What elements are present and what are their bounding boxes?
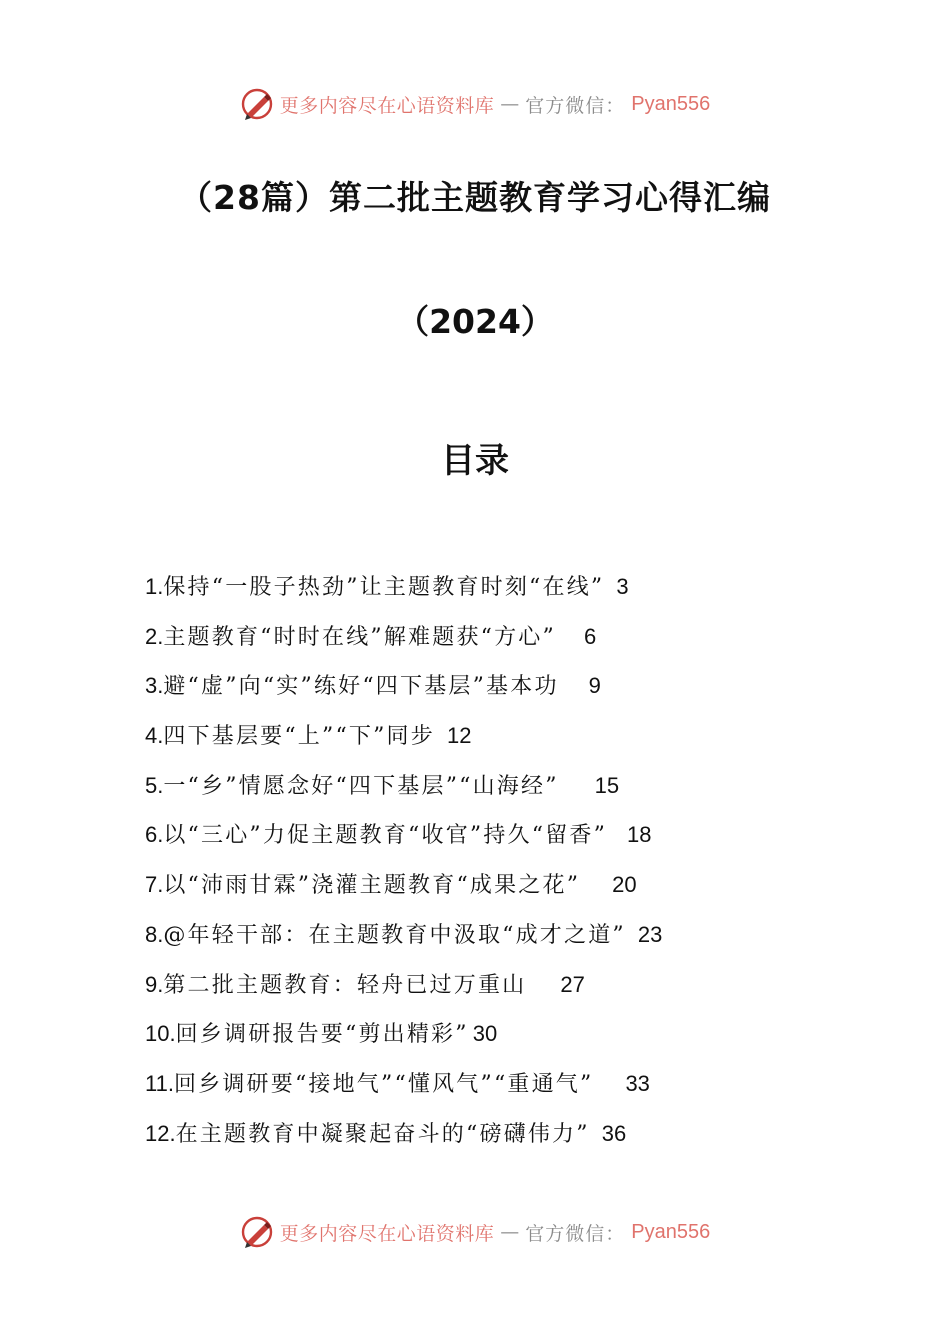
toc-item-page: 9: [588, 673, 601, 699]
pen-logo-icon: [240, 1215, 274, 1249]
toc-item-page: 18: [627, 822, 652, 848]
toc-item-title: 以“沛雨甘霖”浇灌主题教育“成果之花”: [163, 873, 581, 899]
toc-item[interactable]: [145, 567, 845, 617]
watermark-dash: —: [500, 1221, 520, 1243]
toc-item-title: 一“乡”情愿念好“四下基层”“山海经”: [163, 773, 559, 799]
watermark-banner-bottom: [0, 1212, 950, 1252]
toc-item-number: 11.: [145, 1070, 174, 1096]
toc-item-title: 在主题教育中凝聚起奋斗的“磅礴伟力”: [175, 1121, 590, 1147]
toc-item-title: 四下基层要“上”“下”同步: [163, 724, 435, 750]
table-of-contents: [145, 567, 845, 1163]
document-subtitle: （2024）: [396, 302, 554, 341]
toc-item-title: @年轻干部：在主题教育中汲取“成才之道”: [163, 922, 626, 948]
toc-item-number: 4.: [145, 723, 164, 749]
toc-item[interactable]: [145, 766, 845, 816]
toc-item-number: 3.: [145, 673, 164, 699]
toc-item-number: 2.: [145, 623, 164, 649]
toc-item-number: 1.: [145, 574, 164, 599]
toc-item-number: 10.: [145, 1021, 176, 1047]
watermark-wechat-label: 官方微信：: [525, 94, 626, 117]
toc-item-title: 第二批主题教育：轻舟已过万重山: [163, 972, 527, 998]
toc-item[interactable]: [145, 865, 845, 915]
toc-item[interactable]: [145, 1014, 845, 1064]
toc-item-number: 5.: [145, 772, 164, 798]
toc-item[interactable]: [145, 716, 845, 766]
toc-item-title: 避“虚”向“实”练好“四下基层”基本功: [163, 674, 559, 700]
toc-item-page: 12: [446, 723, 472, 749]
toc-item-page: 23: [637, 921, 663, 947]
toc-item[interactable]: [145, 666, 845, 716]
toc-item-page: 30: [472, 1021, 498, 1047]
toc-item-page: 33: [625, 1070, 650, 1096]
toc-item-number: 12.: [145, 1120, 176, 1146]
toc-item[interactable]: [145, 617, 845, 667]
toc-item-page: 15: [594, 772, 620, 798]
toc-item-title: 主题教育“时时在线”解难题获“方心”: [163, 624, 556, 650]
toc-item-title: 回乡调研报告要“剪出精彩”: [175, 1022, 469, 1048]
toc-item-title: 保持“一股子热劲”让主题教育时刻“在线”: [163, 575, 605, 600]
toc-item[interactable]: [145, 815, 845, 865]
toc-item-number: 7.: [145, 872, 164, 898]
toc-item[interactable]: [145, 965, 845, 1015]
toc-item[interactable]: [145, 915, 845, 965]
toc-item[interactable]: [145, 1064, 845, 1114]
toc-item-number: 6.: [145, 822, 164, 848]
watermark-wechat-label: 官方微信：: [525, 1222, 626, 1245]
pen-logo-icon: [240, 87, 274, 121]
toc-item-title: 回乡调研要“接地气”“懂风气”“重通气”: [173, 1071, 594, 1097]
toc-item-page: 20: [612, 872, 637, 898]
toc-item-number: 8.: [145, 921, 164, 947]
toc-item[interactable]: [145, 1114, 845, 1164]
watermark-text: 更多内容尽在心语资料库: [279, 1222, 495, 1245]
watermark-wechat-id: Pyan556: [631, 92, 711, 115]
toc-item-number: 9.: [145, 971, 164, 997]
watermark-banner-top: [0, 84, 950, 124]
toc-heading: 目录: [441, 441, 509, 481]
toc-item-page: 3: [616, 574, 629, 599]
toc-item-page: 6: [583, 623, 597, 649]
document-title: （28篇）第二批主题教育学习心得汇编: [179, 178, 771, 217]
watermark-wechat-id: Pyan556: [631, 1220, 711, 1243]
toc-item-page: 36: [601, 1120, 627, 1146]
watermark-dash: —: [500, 93, 520, 115]
toc-item-page: 27: [560, 971, 585, 997]
toc-item-title: 以“三心”力促主题教育“收官”持久“留香”: [163, 823, 608, 849]
watermark-text: 更多内容尽在心语资料库: [279, 94, 495, 117]
